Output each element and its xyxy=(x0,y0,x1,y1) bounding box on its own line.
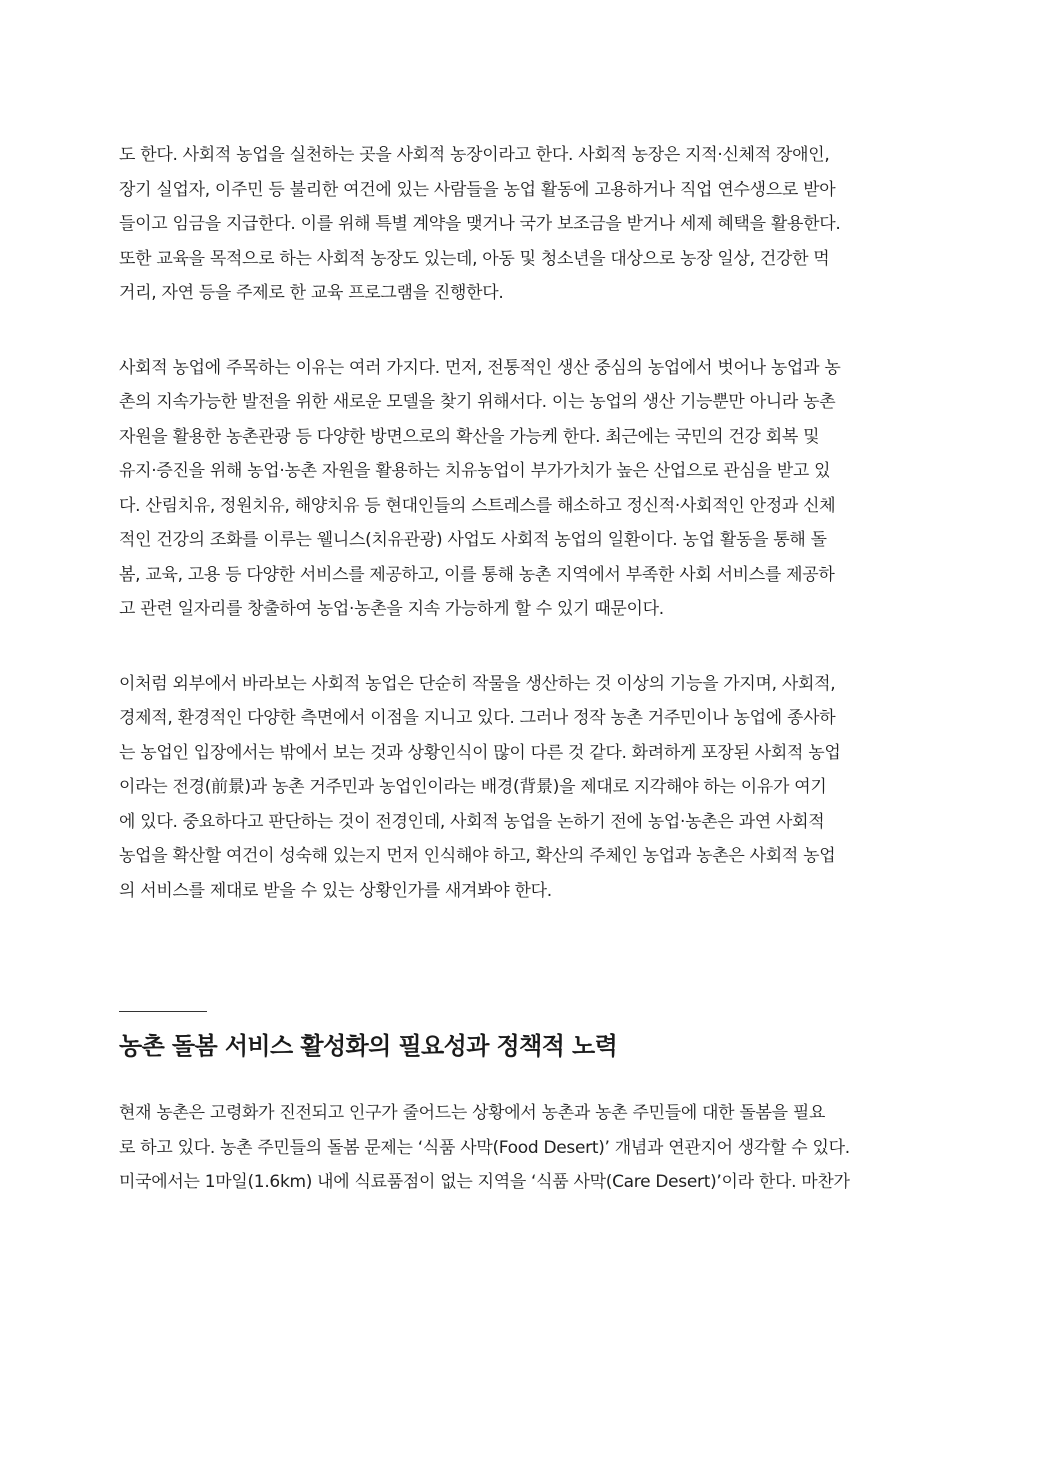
section-spacer xyxy=(119,908,944,1011)
text-line: 사회적 농업에 주목하는 이유는 여러 가지다. 먼저, 전통적인 생산 중심의 농업에서 벗어나 농업과 농 xyxy=(119,357,841,378)
text-line: 미국에서는 1마일(1.6km) 내에 식료품점이 없는 지역을 ‘식품 사막(Care Desert)’이라 한다. 마찬가 xyxy=(119,1172,850,1192)
body-paragraph-3 xyxy=(119,667,944,909)
text-line: 농업을 확산할 여건이 성숙해 있는지 먼저 인식해야 하고, 확산의 주체인 농업과 농촌은 사회적 농업 xyxy=(119,846,836,866)
text-line: 유지·증진을 위해 농업·농촌 자원을 활용하는 치유농업이 부가가치가 높은 산업으로 관심을 받고 있 xyxy=(119,461,831,481)
paragraph-gap xyxy=(119,311,944,351)
text-line: 또한 교육을 목적으로 하는 사회적 농장도 있는데, 아동 및 청소년을 대상으로 농장 일상, 건강한 먹 xyxy=(119,248,830,269)
text-line: 자원을 활용한 농촌관광 등 다양한 방면으로의 확산을 가능케 한다. 최근에는 국민의 건강 회복 및 xyxy=(119,426,820,447)
text-line: 이처럼 외부에서 바라보는 사회적 농업은 단순히 작물을 생산하는 것 이상의 기능을 가지며, 사회적, xyxy=(119,673,836,694)
paragraph-gap xyxy=(119,627,944,667)
text-line: 에 있다. 중요하다고 판단하는 것이 전경인데, 사회적 농업을 논하기 전에 농업·농촌은 과연 사회적 xyxy=(119,811,825,832)
text-line: 들이고 임금을 지급한다. 이를 위해 특별 계약을 맺거나 국가 보조금을 받거나 세제 혜택을 활용한다. xyxy=(119,214,841,234)
text-line: 는 농업인 입장에서는 밖에서 보는 것과 상황인식이 많이 다른 것 같다. 화려하게 포장된 사회적 농업 xyxy=(119,742,841,763)
text-line: 로 하고 있다. 농촌 주민들의 돌봄 문제는 ‘식품 사막(Food Desert)’ 개념과 연관지어 생각할 수 있다. xyxy=(119,1137,850,1158)
text-line: 봄, 교육, 고용 등 다양한 서비스를 제공하고, 이를 통해 농촌 지역에서 부족한 사회 서비스를 제공하 xyxy=(119,564,835,585)
text-line: 거리, 자연 등을 주제로 한 교육 프로그램을 진행한다. xyxy=(119,283,504,303)
body-paragraph-1 xyxy=(119,138,944,311)
text-line: 적인 건강의 조화를 이루는 웰니스(치유관광) 사업도 사회적 농업의 일환이다. 농업 활동을 통해 돌 xyxy=(119,530,827,550)
text-line: 도 한다. 사회적 농업을 실천하는 곳을 사회적 농장이라고 한다. 사회적 농장은 지적·신체적 장애인, xyxy=(119,145,830,165)
section-heading: 농촌 돌봄 서비스 활성화의 필요성과 정책적 노력 xyxy=(119,1032,618,1060)
text-line: 경제적, 환경적인 다양한 측면에서 이점을 지니고 있다. 그러나 정작 농촌 거주민이나 농업에 종사하 xyxy=(119,708,836,728)
text-line: 의 서비스를 제대로 받을 수 있는 상황인가를 새겨봐야 한다. xyxy=(119,880,552,901)
title-spacer xyxy=(119,1012,944,1026)
body-paragraph-2 xyxy=(119,351,944,627)
document-page xyxy=(119,138,944,1200)
text-line: 다. 산림치유, 정원치유, 해양치유 등 현대인들의 스트레스를 해소하고 정신적·사회적인 안정과 신체 xyxy=(119,495,836,516)
heading-gap xyxy=(119,1066,944,1096)
text-line: 장기 실업자, 이주민 등 불리한 여건에 있는 사람들을 농업 활동에 고용하거나 직업 연수생으로 받아 xyxy=(119,179,836,200)
section-paragraph xyxy=(119,1096,944,1200)
text-line: 고 관련 일자리를 창출하여 농업·농촌을 지속 가능하게 할 수 있기 때문이다. xyxy=(119,599,664,619)
text-line: 현재 농촌은 고령화가 진전되고 인구가 줄어드는 상황에서 농촌과 농촌 주민들에 대한 돌봄을 필요 xyxy=(119,1103,826,1123)
text-line: 촌의 지속가능한 발전을 위한 새로운 모델을 찾기 위해서다. 이는 농업의 생산 기능뿐만 아니라 농촌 xyxy=(119,392,836,412)
text-line: 이라는 전경(前景)과 농촌 거주민과 농업인이라는 배경(背景)을 제대로 지각해야 하는 이유가 여기 xyxy=(119,777,827,797)
